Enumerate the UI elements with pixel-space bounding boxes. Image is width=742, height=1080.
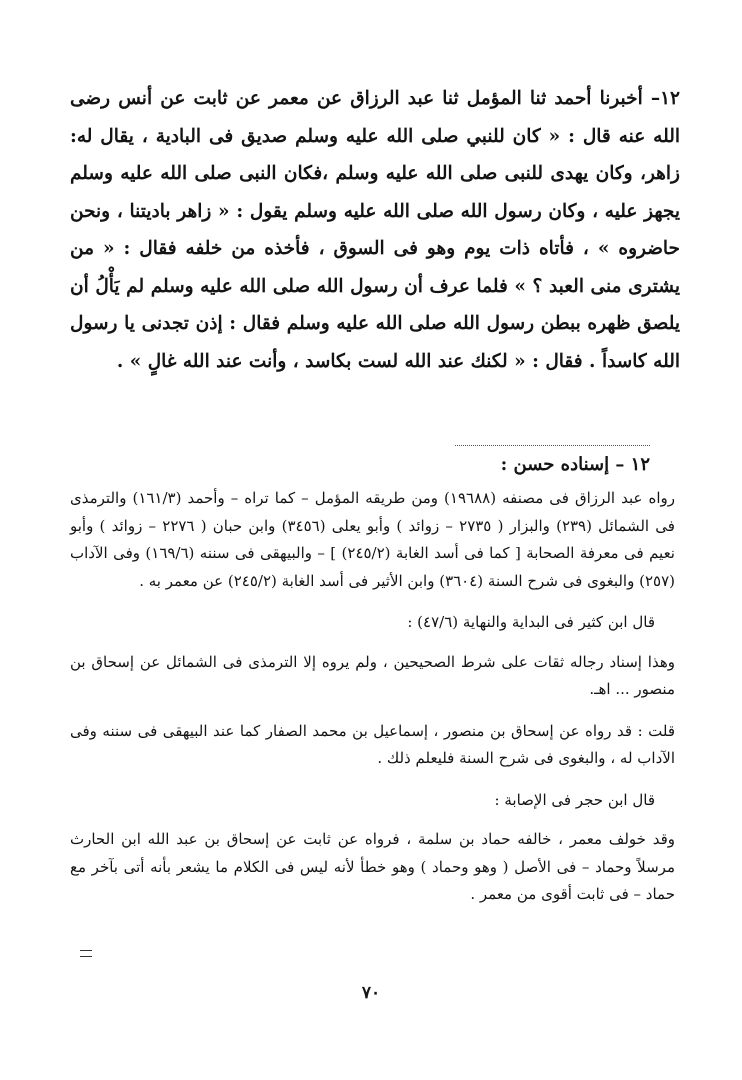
footnote-paragraph-ibn-hajar-intro: قال ابن حجر فى الإصابة : [494,790,655,809]
footnote-paragraph-ibn-kathir-intro: قال ابن كثير فى البداية والنهاية (٤٧/٦) : [407,613,655,631]
footnote-heading: ١٢ – إسناده حسن : [500,454,650,475]
footnote-paragraph-ibn-hajar-quote: وقد خولف معمر ، خالفه حماد بن سلمة ، فرواه عن ثابت عن إسحاق بن عبد الله ابن الحارث مرسلاً وحماد – فى الأصل ( وهو وحماد ) وهو خطأ لأنه ليس فى الكلام ما يشعر بأنه أتى بآخر مع حماد – فى ثابت أقوى من معمر . [70,830,675,903]
page-number: ٧٠ [361,983,381,1003]
footnotes-section [70,485,675,923]
footnote-paragraph-sources: رواه عبد الرزاق فى مصنفه (١٩٦٨٨) ومن طريقه المؤمل – كما تراه – وأحمد (١٦١/٣) والترمذى فى الشمائل (٢٣٩) والبزار ( ٢٧٣٥ – زوائد ) وأبو يعلى (٣٤٥٦) وابن حبان ( ٢٢٧٦ – زوائد ) وأبو نعيم فى معرفة الصحابة [ كما فى أسد الغابة (٢٤٥/٢) ] – والبيهقى فى سننه (١٦٩/٦) وفى الآداب (٢٥٧) والبغوى فى شرح السنة (٣٦٠٤) وابن الأثير فى أسد الغابة (٢٤٥/٢) عن معمر به . [70,489,675,590]
margin-mark [80,950,92,957]
footnote-separator [455,445,650,446]
footnote-paragraph-author-note: قلت : قد رواه عن إسحاق بن منصور ، إسماعيل بن محمد الصفار كما عند البيهقى فى سننه وفى الآداب له ، والبغوى فى شرح السنة فليعلم ذلك . [70,721,675,767]
hadith-main-text: ١٢– أخبرنا أحمد ثنا المؤمل ثنا عبد الرزاق عن معمر عن ثابت عن أنس رضى الله عنه قال : « كان للنبي صلى الله عليه وسلم صديق فى البادية ، يقال له: زاهر، وكان يهدى للنبى صلى الله عليه وسلم ،فكان النبى صلى الله عليه وسلم يجهز عليه ، وكان رسول الله صلى الله عليه وسلم يقول : « زاهر باديتنا ، ونحن حاضروه » ، فأتاه ذات يوم وهو فى السوق ، فأخذه من خلفه فقال : « من يشترى منى العبد ؟ » فلما عرف أن رسول الله صلى الله عليه وسلم لم يَأْلُ أن يلصق ظهره ببطن رسول الله صلى الله عليه وسلم فقال : إذن تجدنى يا رسول الله كاسداً . فقال : « لكنك عند الله لست بكاسد ، وأنت عند الله غالٍ » . [70,88,680,372]
footnote-paragraph-ibn-kathir-quote: وهذا إسناد رجاله ثقات على شرط الصحيحين ، ولم يروه إلا الترمذى فى الشمائل عن إسحاق بن منصور ... اهـ. [70,652,675,698]
